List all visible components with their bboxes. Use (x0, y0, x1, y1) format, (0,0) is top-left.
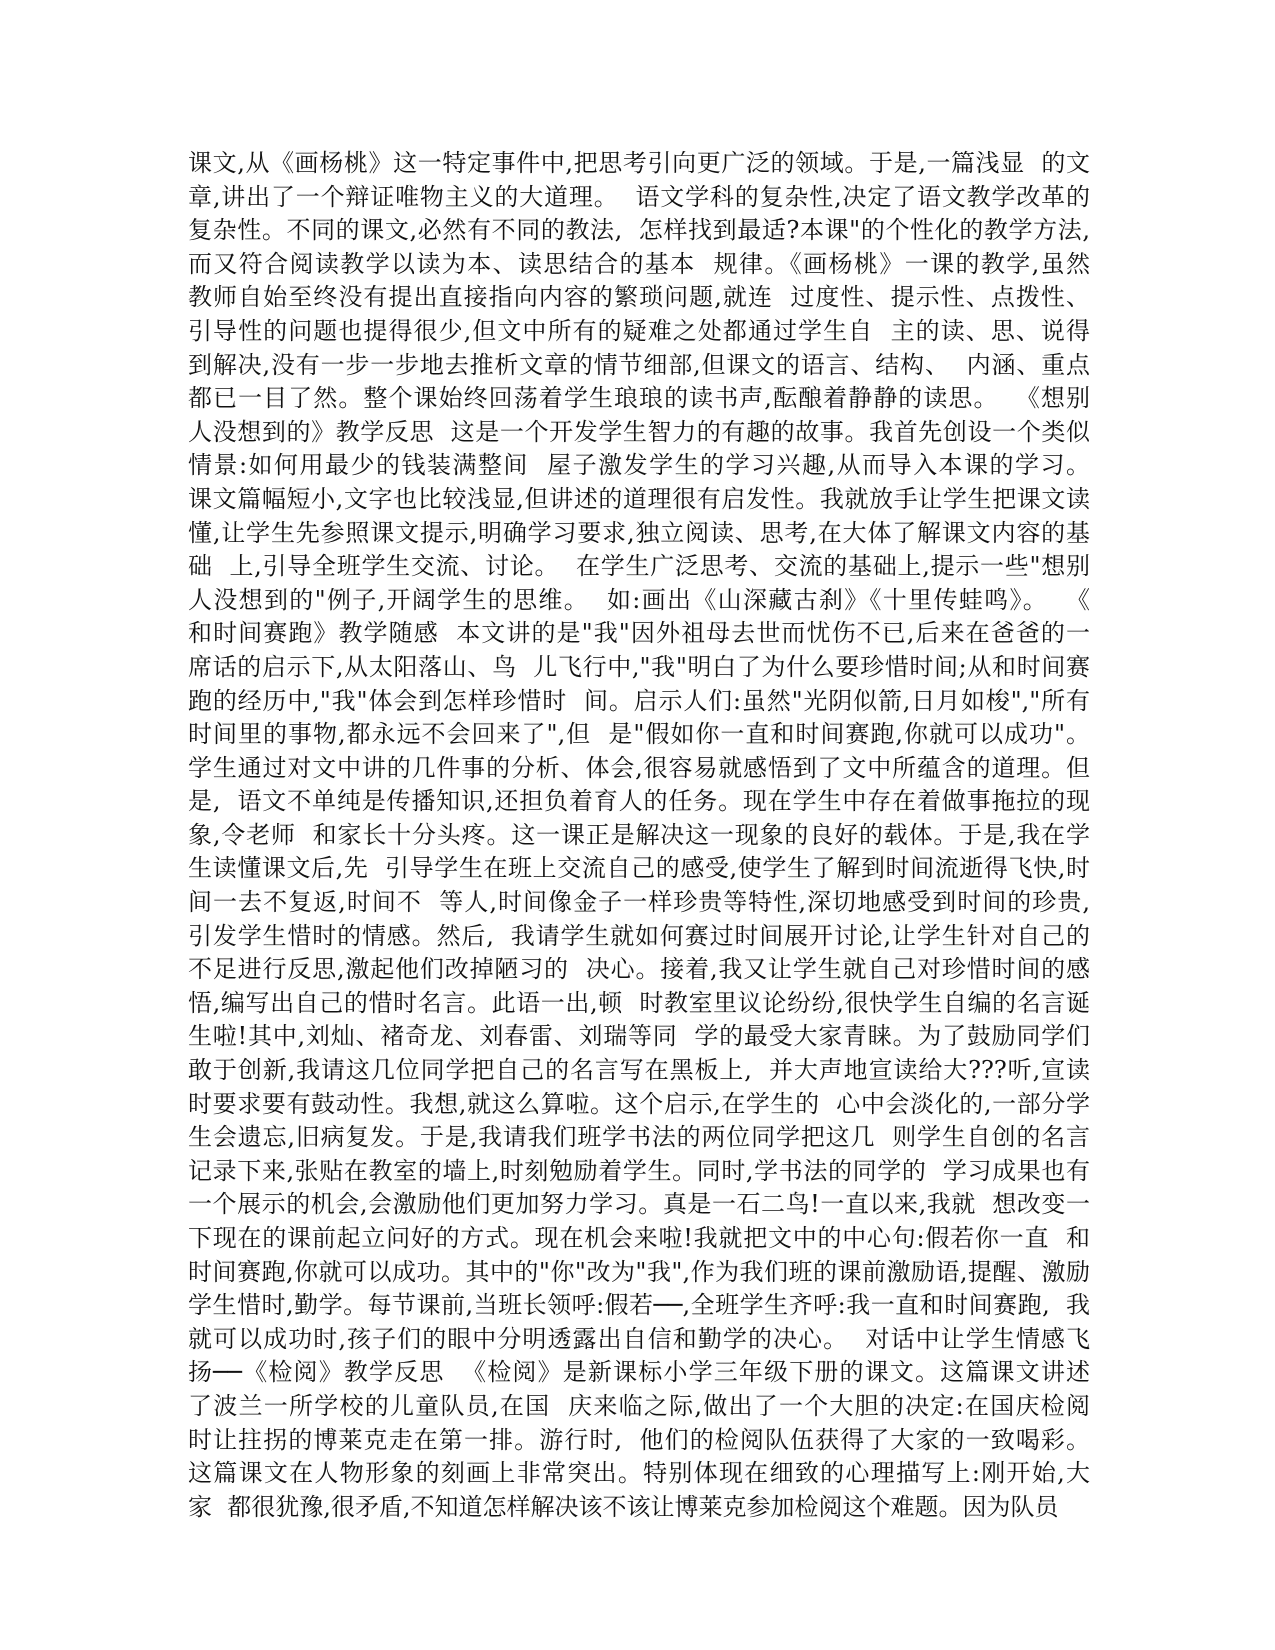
text-line: 人没想到的》教学反思 这是一个开发学生智力的有趣的故事。我首先创设一个类似 (188, 417, 1090, 446)
text-line: 家 都很犹豫,很矛盾,不知道怎样解决该不该让博莱克参加检阅这个难题。因为队员 (188, 1492, 1059, 1521)
text-line: 不足进行反思,激起他们改掉陋习的 决心。接着,我又让学生就自己对珍惜时间的感 (188, 955, 1090, 984)
text-line: 悟,编写出自己的惜时名言。此语一出,顿 时教室里议论纷纷,很快学生自编的名言诞 (188, 988, 1090, 1017)
text-line: 一个展示的机会,会激励他们更加努力学习。真是一石二鸟!一直以来,我就 想改变一 (188, 1190, 1090, 1219)
text-line: 敢于创新,我请这几位同学把自己的名言写在黑板上, 并大声地宣读给大???听,宣读 (188, 1056, 1090, 1085)
text-line: 引发学生惜时的情感。然后, 我请学生就如何赛过时间展开讨论,让学生针对自己的 (188, 921, 1090, 950)
text-line: 时间赛跑,你就可以成功。其中的"你"改为"我",作为我们班的课前激励语,提醒、激励 (188, 1257, 1090, 1286)
text-line: 象,令老师 和家长十分头疼。这一课正是解决这一现象的良好的载体。于是,我在学 (188, 820, 1090, 849)
text-line: 生读懂课文后,先 引导学生在班上交流自己的感受,使学生了解到时间流逝得飞快,时 (188, 854, 1090, 883)
text-line: 学生惜时,勤学。每节课前,当班长领呼:假若──,全班学生齐呼:我一直和时间赛跑, 我 (188, 1291, 1090, 1320)
text-line: 学生通过对文中讲的几件事的分析、体会,很容易就感悟到了文中所蕴含的道理。但 (188, 753, 1090, 782)
text-line: 间一去不复返,时间不 等人,时间像金子一样珍贵等特性,深切地感受到时间的珍贵, (188, 888, 1090, 917)
text-line: 下现在的课前起立问好的方式。现在机会来啦!我就把文中的中心句:假若你一直 和 (188, 1224, 1090, 1252)
text-line: 时间里的事物,都永远不会回来了",但 是"假如你一直和时间赛跑,你就可以成功"。 (188, 720, 1090, 749)
text-line: 人没想到的"例子,开阔学生的思维。 如:画出《山深藏古刹》《十里传蛙鸣》。 《 (188, 585, 1090, 614)
text-line: 时让拄拐的博莱克走在第一排。游行时, 他们的检阅队伍获得了大家的一致喝彩。 (188, 1425, 1090, 1454)
text-line: 是, 语文不单纯是传播知识,还担负着育人的任务。现在学生中存在着做事拖拉的现 (188, 787, 1090, 816)
text-line: 和时间赛跑》教学随感 本文讲的是"我"因外祖母去世而忧伤不已,后来在爸爸的一 (188, 619, 1090, 648)
text-line: 情景:如何用最少的钱装满整间 屋子激发学生的学习兴趣,从而导入本课的学习。 (188, 451, 1090, 480)
text-line: 跑的经历中,"我"体会到怎样珍惜时 间。启示人们:虽然"光阴似箭,日月如梭","所有 (188, 686, 1090, 715)
text-line: 而又符合阅读教学以读为本、读思结合的基本 规律。《画杨桃》一课的教学,虽然 (188, 249, 1090, 278)
text-line: 就可以成功时,孩子们的眼中分明透露出自信和勤学的决心。 对话中让学生情感飞 (188, 1324, 1090, 1353)
body-text (188, 147, 1090, 1524)
text-line: 席话的启示下,从太阳落山、鸟 儿飞行中,"我"明白了为什么要珍惜时间;从和时间赛 (188, 652, 1090, 681)
text-line: 记录下来,张贴在教室的墙上,时刻勉励着学生。同时,学书法的同学的 学习成果也有 (188, 1156, 1090, 1185)
text-line: 章,讲出了一个辩证唯物主义的大道理。 语文学科的复杂性,决定了语文教学改革的 (188, 182, 1090, 211)
text-line: 引导性的问题也提得很少,但文中所有的疑难之处都通过学生自 主的读、思、说得 (188, 316, 1090, 345)
text-line: 础 上,引导全班学生交流、讨论。 在学生广泛思考、交流的基础上,提示一些"想别 (188, 552, 1090, 581)
text-line: 了波兰一所学校的儿童队员,在国 庆来临之际,做出了一个大胆的决定:在国庆检阅 (188, 1391, 1090, 1420)
text-line: 教师自始至终没有提出直接指向内容的繁琐问题,就连 过度性、提示性、点拨性、 (188, 283, 1090, 312)
text-line: 到解决,没有一步一步地去推析文章的情节细部,但课文的语言、结构、 内涵、重点 (188, 350, 1090, 379)
text-line: 扬──《检阅》教学反思 《检阅》是新课标小学三年级下册的课文。这篇课文讲述 (188, 1358, 1090, 1387)
text-line: 课文,从《画杨桃》这一特定事件中,把思考引向更广泛的领域。于是,一篇浅显 的文 (188, 149, 1090, 177)
text-line: 懂,让学生先参照课文提示,明确学习要求,独立阅读、思考,在大体了解课文内容的基 (188, 518, 1090, 547)
text-line: 生啦!其中,刘灿、褚奇龙、刘春雷、刘瑞等同 学的最受大家青睐。为了鼓励同学们 (188, 1022, 1090, 1051)
text-line: 生会遗忘,旧病复发。于是,我请我们班学书法的两位同学把这几 则学生自创的名言 (188, 1123, 1090, 1152)
text-line: 复杂性。不同的课文,必然有不同的教法, 怎样找到最适?本课"的个性化的教学方法, (188, 216, 1090, 245)
text-line: 时要求要有鼓动性。我想,就这么算啦。这个启示,在学生的 心中会淡化的,一部分学 (188, 1089, 1090, 1118)
text-line: 都已一目了然。整个课始终回荡着学生琅琅的读书声,酝酿着静静的读思。 《想别 (188, 384, 1090, 413)
text-line: 这篇课文在人物形象的刻画上非常突出。特别体现在细致的心理描写上:刚开始,大 (188, 1459, 1090, 1488)
text-line: 课文篇幅短小,文字也比较浅显,但讲述的道理很有启发性。我就放手让学生把课文读 (188, 484, 1090, 513)
